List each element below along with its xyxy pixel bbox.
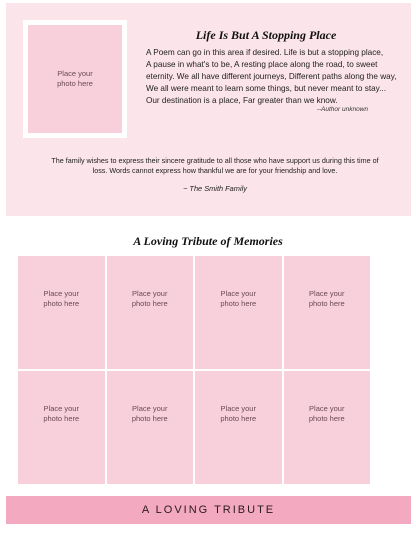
top-panel (6, 3, 411, 216)
poem-line: We all were meant to learn some things, but never meant to stay... (146, 84, 386, 93)
photo-placeholder-line: photo here (43, 414, 80, 423)
thank-you-note (42, 156, 388, 176)
photo-placeholder-line: photo here (308, 299, 345, 308)
poem-body (146, 47, 408, 107)
main-photo-frame[interactable] (23, 20, 127, 138)
photo-placeholder-line: Place your (132, 289, 168, 298)
gallery-photo-placeholder[interactable] (195, 256, 282, 369)
gallery-title: A Loving Tribute of Memories (133, 234, 283, 248)
photo-placeholder-text (57, 69, 93, 89)
gallery-photo-placeholder[interactable] (107, 256, 194, 369)
photo-placeholder-line: photo here (131, 414, 168, 423)
footer-title: A LOVING TRIBUTE (141, 504, 276, 516)
gallery-photo-placeholder[interactable] (284, 371, 371, 484)
gallery-photo-placeholder[interactable] (18, 371, 105, 484)
main-photo-placeholder[interactable] (28, 25, 122, 133)
photo-placeholder-line: photo here (57, 79, 93, 88)
gallery-photo-placeholder[interactable] (284, 256, 371, 369)
photo-placeholder-line: Place your (57, 69, 93, 78)
photo-placeholder-line: photo here (131, 299, 168, 308)
poem-line: A Poem can go in this area if desired. Life is but a stopping place, (146, 48, 384, 57)
photo-placeholder-text (43, 404, 79, 424)
photo-placeholder-line: photo here (220, 414, 257, 423)
footer-banner (6, 496, 411, 524)
photo-placeholder-line: photo here (308, 414, 345, 423)
poem-title: Life Is But A Stopping Place (195, 28, 337, 42)
photo-placeholder-line: Place your (220, 289, 256, 298)
photo-placeholder-line: Place your (220, 404, 256, 413)
thank-you-line: loss. Words cannot express how thankful we are for your friendship and love. (92, 166, 338, 175)
gallery-photo-placeholder[interactable] (195, 371, 282, 484)
poem-line: A pause in what's to be, A resting place along the road, to sweet (146, 60, 378, 69)
thank-you-line: The family wishes to express their sincere gratitude to all those who have support us during this time of (51, 156, 379, 165)
photo-placeholder-line: Place your (43, 289, 79, 298)
photo-placeholder-text (43, 289, 79, 309)
photo-placeholder-line: Place your (43, 404, 79, 413)
gallery-photo-placeholder[interactable] (107, 371, 194, 484)
gallery-photo-placeholder[interactable] (18, 256, 105, 369)
photo-placeholder-text (132, 289, 168, 309)
photo-placeholder-line: Place your (132, 404, 168, 413)
family-signature: ~ The Smith Family (183, 184, 247, 193)
photo-placeholder-text (309, 289, 345, 309)
photo-placeholder-text (309, 404, 345, 424)
poem-line: eternity. We all have different journeys, Different paths along the way, (146, 72, 397, 81)
photo-placeholder-text (132, 404, 168, 424)
photo-placeholder-line: photo here (43, 299, 80, 308)
photo-placeholder-line: Place your (309, 404, 345, 413)
photo-placeholder-text (220, 289, 256, 309)
photo-gallery (18, 256, 370, 484)
poem-line: Our destination is a place, Far greater than we know. (146, 96, 338, 105)
photo-placeholder-line: photo here (220, 299, 257, 308)
photo-placeholder-line: Place your (309, 289, 345, 298)
photo-placeholder-text (220, 404, 256, 424)
poem-author: --Author unknown (316, 106, 368, 113)
